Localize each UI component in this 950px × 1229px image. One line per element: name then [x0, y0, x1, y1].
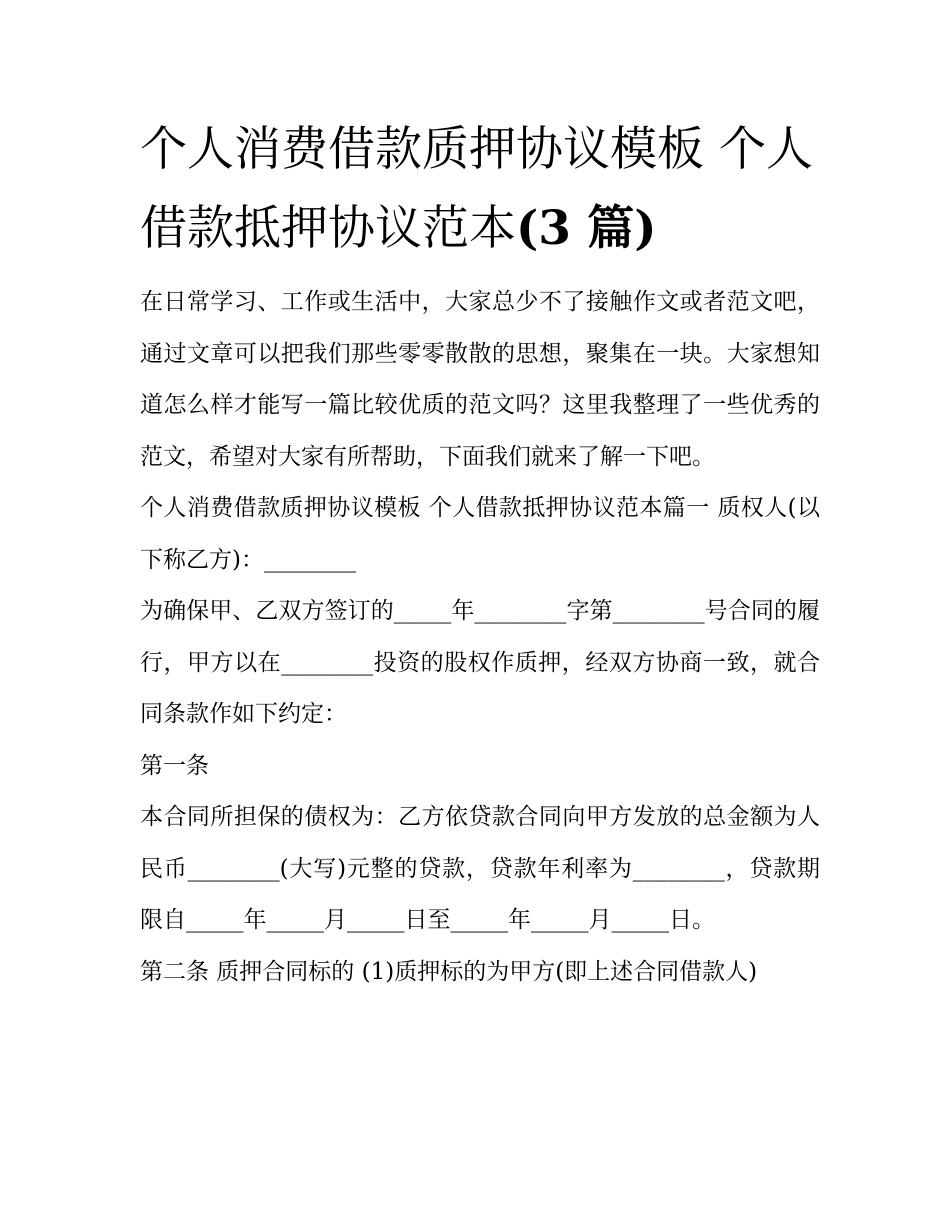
- title-count: (3 篇): [516, 201, 657, 256]
- document-title: 个人消费借款质押协议模板 个人借款抵押协议范本(3 篇): [140, 122, 813, 256]
- paragraph-intro: 在日常学习、工作或生活中，大家总少不了接触作文或者范文吧，通过文章可以把我们那些零零散散的思想，聚集在一块。大家想知道怎么样才能写一篇比较优质的范文吗？这里我整理了一些优秀的范文，希望对大家有所帮助，下面我们就来了解一下吧。: [140, 289, 820, 470]
- paragraph-debt: 本合同所担保的债权为：乙方依贷款合同向甲方发放的总金额为人民币________(大写)元整的贷款，贷款年利率为________，贷款期限自_____年_____月_____日至_____年_____月_____日。: [140, 804, 820, 933]
- paragraph-purpose: 为确保甲、乙双方签订的_____年________字第________号合同的履行，甲方以在________投资的股权作质押，经双方协商一致，就合同条款作如下约定：: [140, 598, 820, 727]
- article-one-heading: 第一条: [140, 752, 209, 779]
- document-body: [140, 277, 820, 998]
- paragraph-pledgee: 个人消费借款质押协议模板 个人借款抵押协议范本篇一 质权人(以下称乙方)：________: [140, 495, 820, 573]
- article-two-heading: 第二条 质押合同标的 (1)质押标的为甲方(即上述合同借款人): [140, 958, 758, 985]
